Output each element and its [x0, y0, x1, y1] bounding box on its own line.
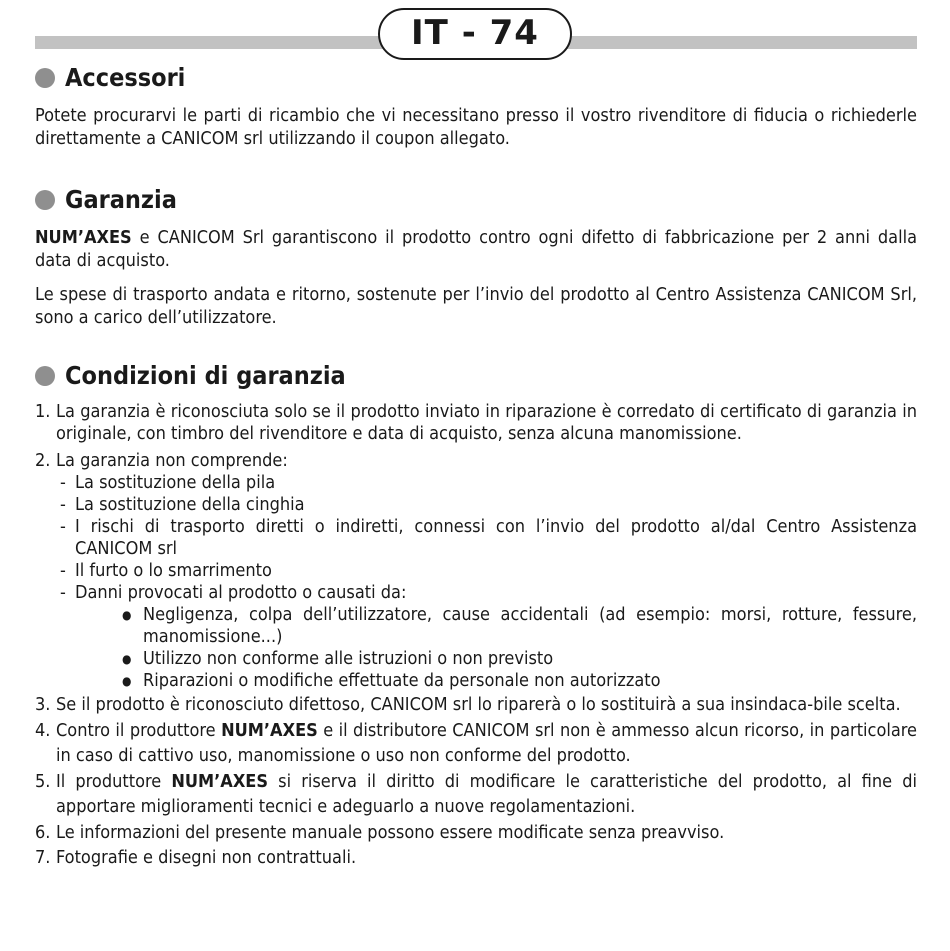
conditions-list: [35, 401, 917, 871]
dash-marker: -: [60, 560, 66, 581]
item-number: 3.: [35, 694, 51, 715]
section-accessori: [35, 62, 917, 150]
damage-cause-text: Negligenza, colpa dell’utilizzatore, cause accidentali (ad esempio: morsi, rotture, fessure, manomissione...): [143, 604, 917, 647]
condition-item-7: [35, 845, 917, 871]
item-text: Le informazioni del presente manuale possono essere modificate senza preavviso.: [56, 821, 725, 843]
item-content: [56, 450, 917, 692]
exclusion-text: I rischi di trasporto diretti o indiretti, connessi con l’invio del prodotto al/dal Centro Assistenza CANICOM srl: [75, 516, 917, 559]
item-text: Se il prodotto è riconosciuto difettoso, CANICOM srl lo riparerà o lo sostituirà a sua insindaca-bile scelta.: [56, 694, 901, 715]
dash-marker: -: [60, 472, 66, 493]
page-header: [0, 0, 950, 70]
circle-bullet-icon: [35, 68, 55, 88]
section-garanzia: [35, 184, 917, 329]
damage-cause-text: Riparazioni o modifiche effettuate da personale non autorizzato: [143, 670, 661, 691]
item-text: Fotografie e disegni non contrattuali.: [56, 847, 357, 868]
circle-bullet-icon: [35, 366, 55, 386]
condition-item-1: [35, 401, 917, 445]
item-number: 7.: [35, 847, 51, 868]
item-number: 6.: [35, 821, 51, 843]
exclusion-item: [60, 582, 917, 604]
item-text: La garanzia non comprende:: [56, 450, 288, 471]
damage-cause-text: Utilizzo non conforme alle istruzioni o non previsto: [143, 648, 554, 669]
garanzia-paragraph-1: [35, 226, 917, 272]
page-number-label: IT - 74: [378, 8, 572, 60]
section-heading: [35, 62, 917, 94]
item-number: 2.: [35, 450, 51, 471]
brand-name: NUM’AXES: [171, 770, 269, 792]
dash-marker: -: [60, 582, 66, 603]
item-number: 1.: [35, 401, 51, 422]
section-heading: [35, 184, 917, 216]
exclusion-text: Danni provocati al prodotto o causati da:: [75, 582, 407, 603]
round-bullet-icon: ●: [122, 652, 132, 666]
section-title-text: Condizioni di garanzia: [65, 361, 346, 390]
condition-item-3: [35, 692, 917, 718]
section-heading: [35, 360, 917, 392]
item-number: 5.: [35, 770, 51, 792]
exclusion-item: [60, 516, 917, 560]
damage-cause-item: [122, 604, 917, 648]
exclusion-text: La sostituzione della cinghia: [75, 494, 305, 515]
exclusion-text: Il furto o lo smarrimento: [75, 560, 272, 581]
text-fragment: si riserva il diritto di modificare le caratteristiche del prodotto, al fine di apportare miglioramenti tecnici e adeguarlo a nuove regolamentazioni.: [56, 770, 917, 817]
damage-cause-item: [122, 670, 917, 692]
brand-name: NUM’AXES: [35, 227, 132, 248]
text-fragment: Contro il produttore: [56, 719, 222, 741]
dash-marker: -: [60, 494, 66, 515]
exclusion-item: [60, 560, 917, 582]
item-text: [56, 718, 917, 769]
item-text: La garanzia è riconosciuta solo se il prodotto inviato in riparazione è corredato di certificato di garanzia in originale, con timbro del rivenditore e data di acquisto, senza alcuna manomissione.: [56, 401, 917, 444]
section-condizioni-heading: [35, 360, 917, 392]
circle-bullet-icon: [35, 190, 55, 210]
item-text: [56, 769, 917, 820]
exclusion-item: [60, 472, 917, 494]
brand-name: NUM’AXES: [221, 719, 318, 741]
accessori-paragraph: Potete procurarvi le parti di ricambio che vi necessitano presso il vostro rivenditore di fiducia o richiederle direttamente a CANICOM srl utilizzando il coupon allegato.: [35, 105, 917, 149]
exclusion-item: [60, 494, 917, 516]
exclusion-text: La sostituzione della pila: [75, 472, 276, 493]
item-number: 4.: [35, 719, 51, 741]
condition-item-6: [35, 820, 917, 846]
condition-item-2: [35, 450, 917, 692]
text-fragment: e il distributore CANICOM srl non è ammesso alcun ricorso, in particolare in caso di cattivo uso, manomissione o uso non conforme del prodotto.: [56, 719, 917, 766]
garanzia-paragraph-2: Le spese di trasporto andata e ritorno, sostenute per l’invio del prodotto al Centro Assistenza CANICOM Srl, sono a carico dell’utilizzatore.: [35, 284, 917, 328]
section-title-text: Garanzia: [65, 185, 177, 214]
text-fragment: Il produttore: [56, 770, 172, 792]
paragraph-text: e CANICOM Srl garantiscono il prodotto contro ogni difetto di fabbricazione per 2 anni dalla data di acquisto.: [35, 227, 917, 271]
round-bullet-icon: ●: [122, 674, 132, 688]
condition-item-5: [35, 769, 917, 820]
damage-cause-item: [122, 648, 917, 670]
section-title-text: Accessori: [65, 63, 186, 92]
dash-marker: -: [60, 516, 66, 537]
round-bullet-icon: ●: [122, 608, 132, 622]
condition-item-4: [35, 718, 917, 769]
